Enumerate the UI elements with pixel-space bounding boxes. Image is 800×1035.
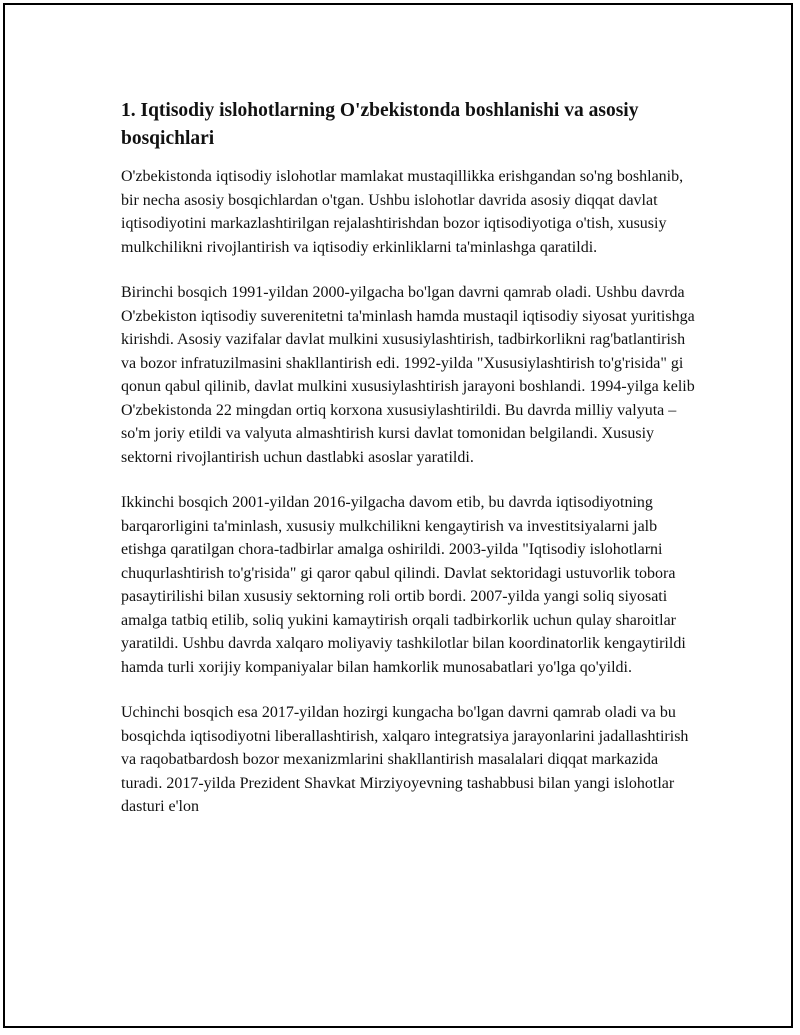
document-content: [121, 97, 696, 841]
paragraph-third-stage: Uchinchi bosqich esa 2017-yildan hozirgi kungacha bo'lgan davrni qamrab oladi va bu bosqichda iqtisodiyotni liberallashtirish, xalqaro integratsiya jarayonlarini jadallashtirish va raqobatbardosh bozor mexanizmlarini shakllantirish masalalari diqqat markazida turadi. 2017-yilda Prezident Shavkat Mirziyoyevning tashabbusi bilan yangi islohotlar dasturi e'lon: [121, 704, 689, 815]
section-heading: 1. Iqtisodiy islohotlarning O'zbekistonda boshlanishi va asosiy bosqichlari: [121, 100, 639, 149]
document-page: [3, 3, 793, 1028]
paragraph-first-stage: Birinchi bosqich 1991-yildan 2000-yilgacha bo'lgan davrni qamrab oladi. Ushbu davrda O'zbekiston iqtisodiy suverenitetni ta'minlash hamda mustaqil iqtisodiy siyosat yuritishga kirishdi. Asosiy vazifalar davlat mulkini xususiylashtirish, tadbirkorlikni rag'batlantirish va bozor infratuzilmasini shakllantirish edi. 1992-yilda "Xususiylashtirish to'g'risida" gi qonun qabul qilinib, davlat mulkini xususiylashtirish jarayoni boshlandi. 1994-yilga kelib O'zbekistonda 22 mingdan ortiq korxona xususiylashtirildi. Bu davrda milliy valyuta – so'm joriy etildi va valyuta almashtirish kursi davlat tomonidan belgilandi. Xususiy sektorni rivojlantirish uchun dastlabki asoslar yaratildi.: [121, 284, 695, 466]
paragraph-second-stage: Ikkinchi bosqich 2001-yildan 2016-yilgacha davom etib, bu davrda iqtisodiyotning barqarorligini ta'minlash, xususiy mulkchilikni kengaytirish va investitsiyalarni jalb etishga qaratilgan chora-tadbirlar amalga oshirildi. 2003-yilda "Iqtisodiy islohotlarni chuqurlashtirish to'g'risida" gi qaror qabul qilindi. Davlat sektoridagi ustuvorlik tobora pasaytirilishi bilan xususiy sektorning roli ortib bordi. 2007-yilda yangi soliq siyosati amalga tatbiq etilib, soliq yukini kamaytirish orqali tadbirkorlik uchun qulay sharoitlar yaratildi. Ushbu davrda xalqaro moliyaviy tashkilotlar bilan koordinatorlik kengaytirildi hamda turli xorijiy kompaniyalar bilan hamkorlik munosabatlari yo'lga qo'yildi.: [121, 494, 686, 676]
paragraph-intro: O'zbekistonda iqtisodiy islohotlar mamlakat mustaqillikka erishgandan so'ng boshlanib, bir necha asosiy bosqichlardan o'tgan. Ushbu islohotlar davrida asosiy diqqat davlat iqtisodiyotini markazlashtirilgan rejalashtirishdan bozor iqtisodiyotiga o'tish, xususiy mulkchilikni rivojlantirish va iqtisodiy erkinliklarni ta'minlashga qaratildi.: [121, 168, 684, 256]
